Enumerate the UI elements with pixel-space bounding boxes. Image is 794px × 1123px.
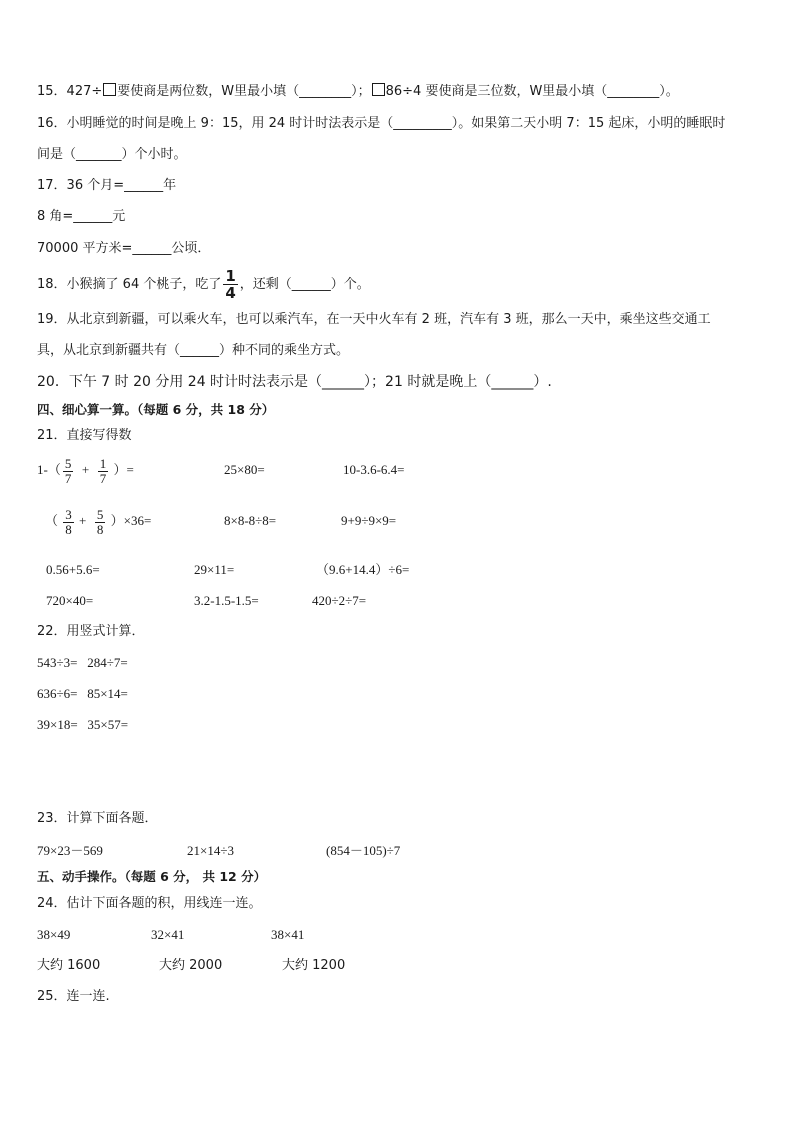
q21-row3-col2: 29×11= (194, 562, 235, 577)
q21-row2-col2: 8×8-8÷8= (224, 513, 277, 528)
q15-part-c: 86÷4 要使商是三位数，W里最小填（________）。 (385, 84, 679, 99)
q21-row3-col3: （9.6+14.4）÷6= (316, 562, 410, 577)
q22-row2: 636÷6= 85×14= (37, 686, 128, 701)
section-5-heading: 五、动手操作。（每题 6 分， 共 12 分） (37, 869, 267, 884)
q23-expr-a: 79×23－569 (37, 843, 103, 858)
question-17-c: 70000 平方米=______公顷． (37, 241, 211, 256)
question-16-line2: 间是（_______）个小时。 (37, 147, 187, 162)
q21-row4-col2: 3.2-1.5-1.5= (194, 593, 259, 608)
q24-estimate-f: 大约 1200 (282, 958, 346, 973)
q22-row1: 543÷3= 284÷7= (37, 655, 128, 670)
q24-expr-c: 38×41 (271, 927, 305, 942)
question-15 (37, 83, 679, 101)
fraction-denominator: 4 (225, 284, 236, 302)
section-4-heading: 四、细心算一算。（每题 6 分，共 18 分） (37, 402, 275, 417)
q23-expr-b: 21×14÷3 (187, 843, 234, 858)
fraction: $\frac{1}{7}$ (99, 455, 107, 486)
question-24-title: 24．估计下面各题的积，用线连一连。 (37, 896, 262, 911)
fraction: $\frac{5}{7}$ (64, 455, 72, 486)
q21-row1-col2: 25×80= (224, 462, 265, 477)
question-18 (37, 268, 370, 301)
q24-estimate-e: 大约 2000 (159, 958, 223, 973)
question-25: 25．连一连. (37, 989, 110, 1004)
q23-expr-c: (854－105)÷7 (326, 843, 401, 858)
q21-row1-col1: 1-（ $\frac{5}{7}$ + $\frac{1}{7}$ ）= (37, 455, 134, 486)
q15-part-a: 15．427÷ (37, 84, 103, 99)
q15-part-b: 要使商是两位数，W里最小填（________）； (117, 84, 371, 99)
question-17-a: 17．36 个月=______年 (37, 178, 177, 193)
question-23-title: 23．计算下面各题． (37, 811, 158, 826)
q24-expr-b: 32×41 (151, 927, 185, 942)
blank-box-icon (103, 83, 116, 96)
q21-row3-col1: 0.56+5.6= (46, 562, 100, 577)
fraction-numerator: 1 (225, 267, 236, 285)
fraction-one-quarter (223, 268, 237, 301)
q18-post: ，还剩（______）个。 (239, 277, 370, 292)
q21-row1-col3: 10-3.6-6.4= (343, 462, 405, 477)
q21-row4-col1: 720×40= (46, 593, 94, 608)
q22-row3: 39×18= 35×57= (37, 717, 129, 732)
q24-estimate-d: 大约 1600 (37, 958, 101, 973)
q21-row2-col1: （ $\frac{3}{8}$ + $\frac{5}{8}$ ）×36= (45, 506, 152, 537)
q21-row2-col3: 9+9÷9×9= (341, 513, 397, 528)
question-21-title: 21．直接写得数 (37, 428, 132, 443)
question-16-line1: 16．小明睡觉的时间是晚上 9：15，用 24 时计时法表示是（_________）。如果第二天小明 7：15 起床，小明的睡眠时 (37, 116, 726, 131)
blank-box-icon (372, 83, 385, 96)
q21-row4-col3: 420÷2÷7= (312, 593, 367, 608)
question-17-b: 8 角=______元 (37, 209, 126, 224)
question-19-line1: 19．从北京到新疆，可以乘火车，也可以乘汽车，在一天中火车有 2 班，汽车有 3 班，那么一天中，乘坐这些交通工 (37, 312, 711, 327)
fraction: $\frac{5}{8}$ (96, 506, 104, 537)
q24-expr-a: 38×49 (37, 927, 71, 942)
question-19-line2: 具，从北京到新疆共有（______）种不同的乘坐方式。 (37, 343, 350, 358)
question-20: 20．下午 7 时 20 分用 24 时计时法表示是（______）；21 时就是晚上（______）. (37, 374, 552, 390)
question-22-title: 22．用竖式计算． (37, 624, 145, 639)
q18-pre: 18．小猴摘了 64 个桃子，吃了 (37, 277, 222, 292)
fraction: $\frac{3}{8}$ (65, 506, 72, 537)
